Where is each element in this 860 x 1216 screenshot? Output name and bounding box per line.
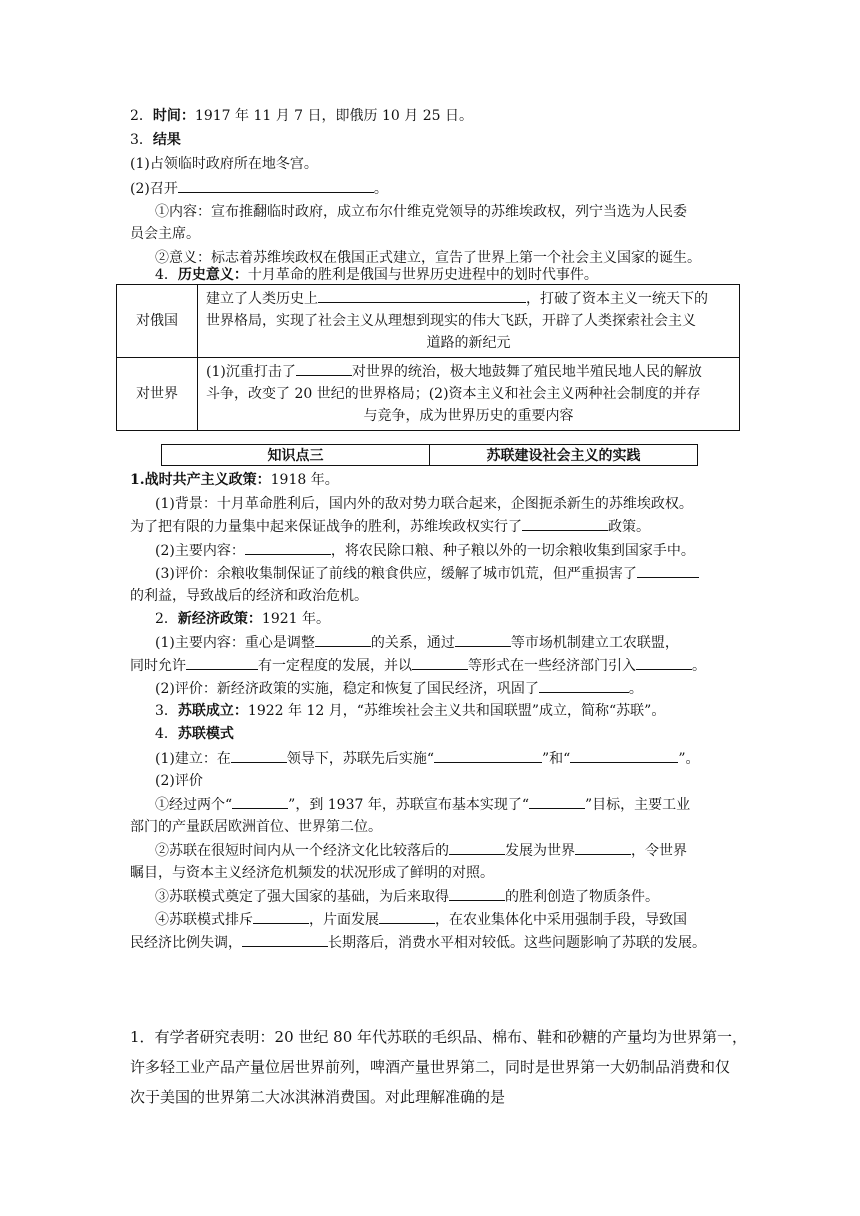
paragraph: [130, 932, 706, 953]
paragraph: [155, 540, 695, 561]
fill-blank[interactable]: [449, 886, 505, 901]
row-content: [198, 285, 740, 358]
text: ”和“: [542, 751, 571, 767]
text: (2)主要内容：: [155, 543, 245, 559]
fill-blank[interactable]: [242, 932, 328, 947]
item-text: 1922 年 12 月，“苏维埃社会主义共和国联盟”成立，简称“苏联”。: [247, 703, 666, 719]
paragraph: [155, 909, 687, 930]
section-war-communism: [130, 470, 339, 490]
text: ”，到 1937 年，苏联宣布基本实现了“: [288, 797, 530, 813]
fill-blank[interactable]: [636, 655, 692, 670]
item-number: 2．: [130, 108, 153, 124]
text: ②苏联在很短时间内从一个经济文化比较落后的: [155, 843, 449, 859]
section-soviet-model: [155, 724, 234, 744]
text: 道路的新纪元: [426, 335, 511, 351]
text: (1)建立：在: [155, 751, 231, 767]
item-heading: 结果: [152, 132, 181, 148]
item-text: 十月革命的胜利是俄国与世界历史进程中的划时代事件。: [247, 267, 598, 283]
paragraph: (1)背景：十月革命胜利后，国内外的敌对势力联合起来，企图扼杀新生的苏维埃政权。: [155, 496, 693, 512]
text: 政策。: [608, 519, 650, 535]
knowledge-point-title: 苏联建设社会主义的实践: [430, 445, 698, 466]
text: 对世界的统治，极大地鼓舞了殖民地半殖民地人民的解放: [351, 364, 702, 380]
text: 同时允许: [130, 658, 186, 674]
table-row: [117, 358, 740, 431]
paragraph: [155, 794, 690, 815]
item-number: 3．: [130, 132, 153, 148]
text: 与竞争，成为世界历史的重要内容: [363, 408, 574, 424]
paragraph: [155, 632, 679, 653]
text: ，打破了资本主义一统天下的: [526, 291, 708, 307]
text: 。: [373, 181, 388, 197]
fill-blank[interactable]: [178, 178, 374, 193]
section-result: [130, 130, 181, 150]
fill-blank[interactable]: [529, 794, 585, 809]
text: 为了把有限的力量集中起来保证战争的胜利，苏维埃政权实行了: [130, 519, 522, 535]
text: 等市场机制建立工农联盟，: [510, 635, 679, 651]
text: 建立了人类历史上: [206, 291, 318, 307]
text: 长期落后，消费水平相对较低。这些问题影响了苏联的发展。: [328, 935, 706, 951]
text: ，将农民除口粮、种子粮以外的一切余粮收集到国家手中。: [330, 543, 695, 559]
paragraph: [130, 516, 650, 537]
paragraph: 部门的产量跃居欧洲首位、世界第二位。: [130, 819, 382, 835]
item-text: 1917 年 11 月 7 日，即俄历 10 月 25 日。: [194, 108, 473, 124]
fill-blank[interactable]: [296, 361, 352, 376]
knowledge-point-header: [161, 444, 698, 466]
table-row: [162, 445, 698, 466]
fill-blank[interactable]: [232, 794, 288, 809]
fill-blank[interactable]: [570, 748, 678, 763]
item-heading: 苏联成立：: [177, 703, 248, 719]
text: ①经过两个“: [155, 797, 233, 813]
item-heading: 新经济政策：: [177, 611, 262, 627]
fill-blank[interactable]: [449, 840, 505, 855]
section-time: [130, 106, 473, 126]
item-number: 2．: [155, 611, 178, 627]
fill-blank[interactable]: [315, 632, 371, 647]
paragraph: [155, 748, 700, 769]
question-text: 1．有学者研究表明：20 世纪 80 年代苏联的毛织品、棉布、鞋和砂糖的产量均为世界第一，: [130, 1028, 748, 1046]
paragraph: [155, 840, 687, 861]
text: 斗争，改变了 20 世纪的世界格局；(2)资本主义和社会主义两种社会制度的并存: [206, 386, 701, 402]
fill-blank[interactable]: [522, 516, 608, 531]
paragraph: 瞩目，与资本主义经济危机频发的状况形成了鲜明的对照。: [130, 865, 494, 881]
text: ③苏联模式奠定了强大国家的基础，为后来取得: [155, 889, 449, 905]
text: ，片面发展: [309, 912, 379, 928]
paragraph: ②意义：标志着苏维埃政权在俄国正式建立，宣告了世界上第一个社会主义国家的诞生。: [155, 250, 701, 266]
item-heading: 苏联模式: [177, 726, 234, 742]
text: 。: [692, 658, 706, 674]
item-number: 4．: [155, 726, 178, 742]
fill-blank[interactable]: [637, 563, 699, 578]
fill-blank[interactable]: [455, 632, 511, 647]
text: 世界格局，实现了社会主义从理想到现实的伟大飞跃，开辟了人类探索社会主义: [206, 313, 696, 329]
fill-blank[interactable]: [253, 909, 309, 924]
paragraph: (1)占领临时政府所在地冬宫。: [130, 156, 318, 172]
table-row: [117, 285, 740, 358]
item-text: 1921 年。: [261, 611, 331, 627]
text: ，在农业集体化中采用强制手段，导致国: [435, 912, 687, 928]
fill-blank[interactable]: [186, 655, 258, 670]
text: 等形式在一些经济部门引入: [468, 658, 636, 674]
row-content: [198, 358, 740, 431]
paragraph: [155, 563, 699, 584]
paragraph: 员会主席。: [130, 226, 200, 242]
question-text: 次于美国的世界第二大冰淇淋消费国。对此理解准确的是: [130, 1088, 506, 1106]
fill-blank[interactable]: [245, 540, 331, 555]
text: (3)评价：余粮收集制保证了前线的粮食供应，缓解了城市饥荒，但严重损害了: [155, 566, 637, 582]
significance-table: [116, 284, 740, 431]
text: (1)沉重打击了: [206, 364, 296, 380]
paragraph: [130, 655, 706, 676]
fill-blank[interactable]: [379, 909, 435, 924]
fill-blank[interactable]: [434, 748, 542, 763]
text: (2)召开: [130, 181, 178, 197]
item-heading: 历史意义：: [177, 267, 248, 283]
text: (1)主要内容：重心是调整: [155, 635, 315, 651]
section-nep: [155, 609, 330, 629]
fill-blank[interactable]: [412, 655, 468, 670]
text: 领导下，苏联先后实施“: [286, 751, 435, 767]
text: 的关系，通过: [370, 635, 455, 651]
paragraph: [155, 886, 659, 907]
fill-blank[interactable]: [539, 678, 629, 693]
text: ”。: [678, 751, 700, 767]
section-significance: [155, 265, 598, 285]
row-header: 对世界: [117, 358, 198, 431]
item-heading: 时间：: [152, 108, 195, 124]
question-text: 许多轻工业产品产量位居世界前列，啤酒产量世界第二，同时是世界第一大奶制品消费和仅: [130, 1058, 731, 1076]
paragraph: (2)评价: [155, 773, 203, 789]
paragraph: ①内容：宣布推翻临时政府，成立布尔什维克党领导的苏维埃政权，列宁当选为人民委: [155, 204, 687, 220]
item-number: 3．: [155, 703, 178, 719]
section-ussr-founding: [155, 701, 665, 721]
paragraph: [155, 678, 643, 699]
fill-blank[interactable]: [575, 840, 631, 855]
item-number: 4．: [155, 267, 178, 283]
text: ，令世界: [631, 843, 687, 859]
knowledge-point-label: 知识点三: [162, 445, 430, 466]
text: 。: [628, 681, 643, 697]
item-text: 1918 年。: [270, 472, 339, 488]
paragraph: 的利益，导致战后的经济和政治危机。: [130, 588, 368, 604]
text: 发展为世界: [505, 843, 575, 859]
text: 民经济比例失调，: [130, 935, 242, 951]
text: 有一定程度的发展，并以: [258, 658, 412, 674]
row-header: 对俄国: [117, 285, 198, 358]
text: ”目标，主要工业: [585, 797, 691, 813]
fill-blank[interactable]: [231, 748, 287, 763]
paragraph: [130, 178, 388, 199]
fill-blank[interactable]: [318, 288, 526, 303]
text: ④苏联模式排斥: [155, 912, 253, 928]
text: (2)评价：新经济政策的实施，稳定和恢复了国民经济，巩固了: [155, 681, 539, 697]
item-heading: 1.战时共产主义政策：: [130, 472, 271, 488]
text: 的胜利创造了物质条件。: [505, 889, 659, 905]
